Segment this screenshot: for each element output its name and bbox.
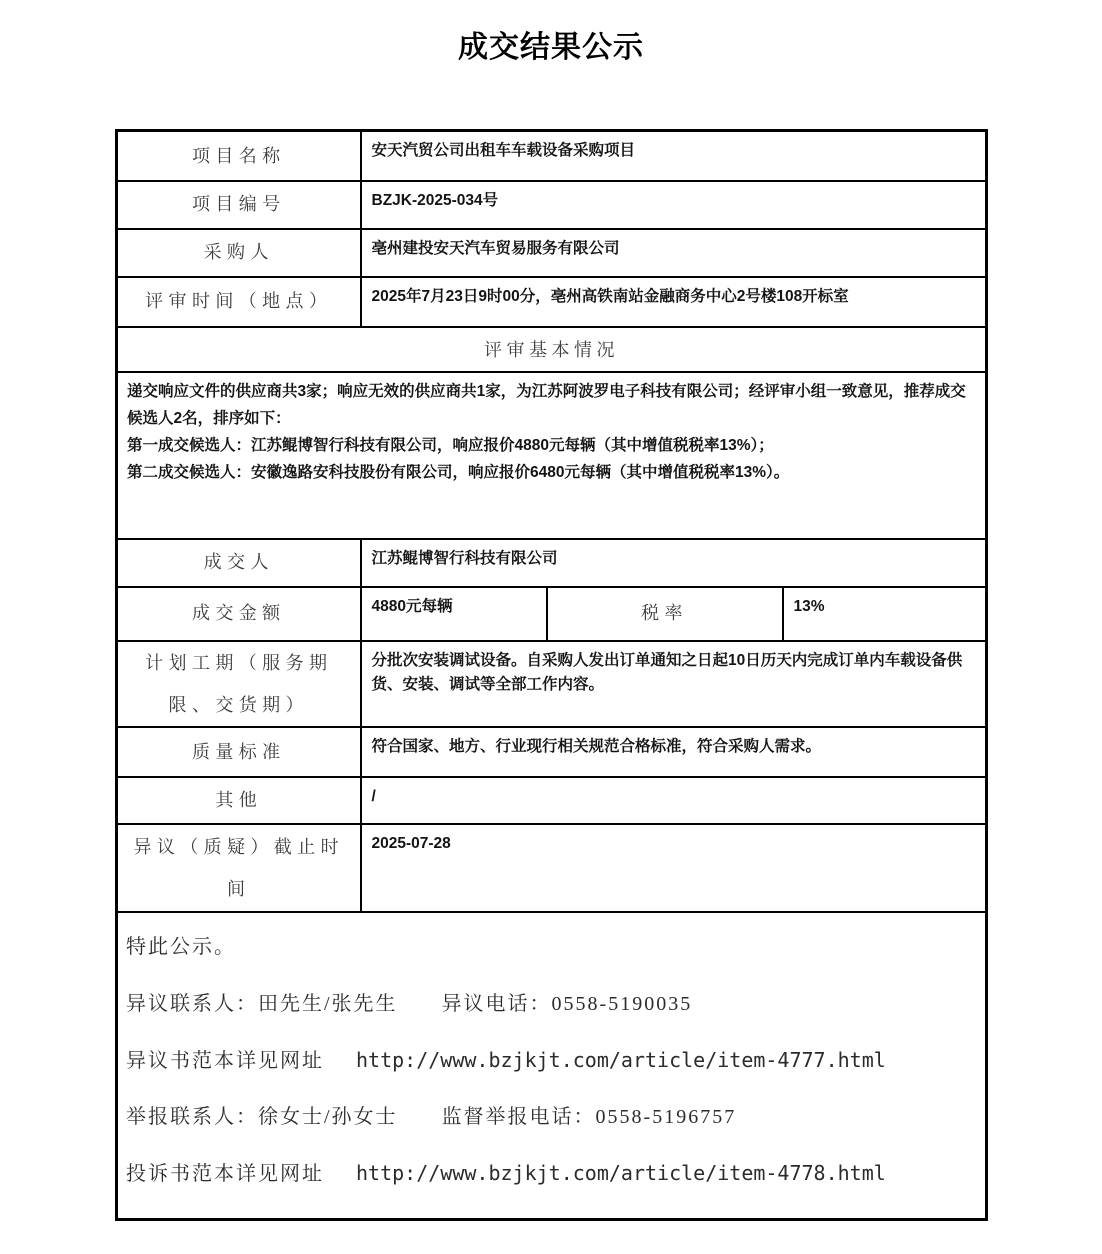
table-row-footer (117, 912, 987, 1220)
footer-report-contact-line (126, 1105, 977, 1130)
review-time-label: 评审时间（地点） (117, 277, 361, 327)
table-row-quality (117, 727, 987, 777)
table-row-winner (117, 539, 987, 587)
table-row-project-number (117, 181, 987, 229)
winner-label: 成交人 (117, 539, 361, 587)
complaint-template-label: 投诉书范本详见网址 (126, 1163, 324, 1186)
table-row-objection-deadline (117, 824, 987, 912)
purchaser-label: 采购人 (117, 229, 361, 277)
table-row-project-name (117, 131, 987, 181)
table-row-amount (117, 587, 987, 641)
amount-value: 4880元每辆 (361, 587, 547, 641)
footer-complaint-template-line (126, 1161, 977, 1187)
objection-deadline-value: 2025-07-28 (361, 824, 987, 912)
table-row-review-header (117, 327, 987, 372)
review-details (117, 372, 987, 539)
table-row-purchaser (117, 229, 987, 277)
footer-objection-template-line (126, 1048, 977, 1074)
schedule-label: 计划工期（服务期限、交货期） (117, 641, 361, 728)
winner-value: 江苏鲲博智行科技有限公司 (361, 539, 987, 587)
project-number-value: BZJK-2025-034号 (361, 181, 987, 229)
report-contact: 举报联系人：徐女士/孙女士 (126, 1106, 398, 1129)
objection-phone: 异议电话：0558-5190035 (441, 993, 693, 1016)
tax-rate-label: 税率 (547, 587, 783, 641)
project-name-value: 安天汽贸公司出租车车载设备采购项目 (361, 131, 987, 181)
project-name-label: 项目名称 (117, 131, 361, 181)
project-number-label: 项目编号 (117, 181, 361, 229)
objection-template-label: 异议书范本详见网址 (126, 1050, 324, 1073)
report-phone: 监督举报电话：0558-5196757 (441, 1106, 737, 1129)
review-time-value: 2025年7月23日9时00分，亳州高铁南站金融商务中心2号楼108开标室 (361, 277, 987, 327)
objection-contact: 异议联系人：田先生/张先生 (126, 993, 398, 1016)
table-row-review-time (117, 277, 987, 327)
quality-label: 质量标准 (117, 727, 361, 777)
other-label: 其他 (117, 777, 361, 824)
purchaser-value: 亳州建投安天汽车贸易服务有限公司 (361, 229, 987, 277)
table-row-other (117, 777, 987, 824)
table-row-review-details (117, 372, 987, 539)
review-line-1: 递交响应文件的供应商共3家；响应无效的供应商共1家，为江苏阿波罗电子科技有限公司；经评审小组一致意见，推荐成交候选人2名，排序如下： (127, 382, 966, 427)
tax-rate-value: 13% (783, 587, 987, 641)
page-title: 成交结果公示 (458, 31, 644, 64)
announcement-page (0, 22, 1102, 1254)
footer-notice: 特此公示。 (126, 936, 236, 959)
complaint-template-url: http://www.bzjkjt.com/article/item-4778.html (356, 1161, 886, 1186)
amount-label: 成交金额 (117, 587, 361, 641)
review-line-3: 第二成交候选人：安徽逸路安科技股份有限公司，响应报价6480元每辆（其中增值税税率13%）。 (127, 463, 790, 481)
table-row-schedule (117, 641, 987, 728)
review-line-2: 第一成交候选人：江苏鲲博智行科技有限公司，响应报价4880元每辆（其中增值税税率13%）； (127, 436, 774, 454)
result-table (115, 129, 988, 1221)
objection-deadline-label: 异议（质疑）截止时间 (117, 824, 361, 912)
other-value: / (361, 777, 987, 824)
review-section-header: 评审基本情况 (117, 327, 987, 372)
footer-block (117, 912, 987, 1220)
objection-template-url: http://www.bzjkjt.com/article/item-4777.html (356, 1048, 886, 1073)
footer-objection-contact-line (126, 992, 977, 1017)
schedule-value: 分批次安装调试设备。自采购人发出订单通知之日起10日历天内完成订单内车载设备供货、安装、调试等全部工作内容。 (361, 641, 987, 728)
quality-value: 符合国家、地方、行业现行相关规范合格标准，符合采购人需求。 (361, 727, 987, 777)
